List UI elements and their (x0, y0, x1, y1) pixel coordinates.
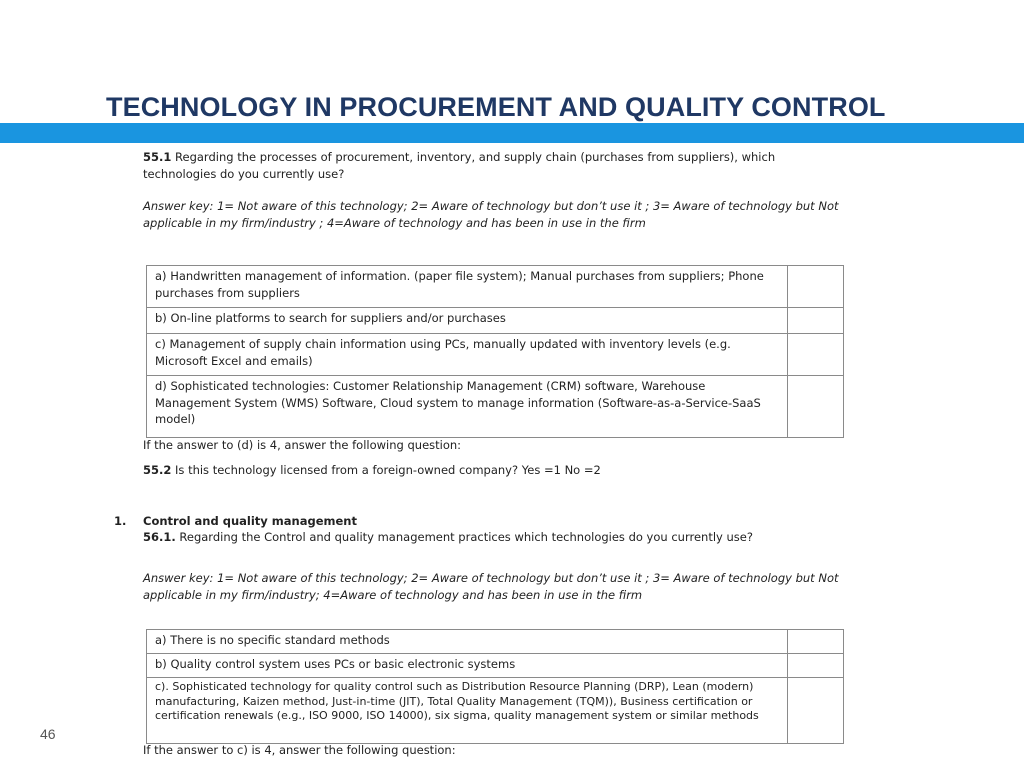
section-title: Control and quality management (143, 514, 357, 528)
table-row (147, 308, 844, 334)
section-number: 1. (114, 514, 127, 528)
option-text: d) Sophisticated technologies: Customer Relationship Management (CRM) software, Warehouse Management System (WMS) Software, Cloud system to manage information (Software-as-a-Service-SaaS model) (147, 376, 788, 438)
title-accent-bar (0, 123, 1024, 143)
quality-technology-table (146, 629, 844, 744)
answer-cell[interactable] (788, 630, 844, 654)
answer-cell[interactable] (788, 678, 844, 744)
question-number: 55.1 (143, 150, 172, 164)
page-number: 46 (40, 726, 56, 742)
option-text: a) There is no specific standard methods (147, 630, 788, 654)
answer-cell[interactable] (788, 334, 844, 376)
answer-cell[interactable] (788, 308, 844, 334)
question-55-1 (143, 149, 833, 182)
table-row (147, 266, 844, 308)
question-text: Is this technology licensed from a foreign-owned company? Yes =1 No =2 (171, 463, 601, 477)
table-row (147, 376, 844, 438)
answer-key: Answer key: 1= Not aware of this technology; 2= Aware of technology but don’t use it ; 3= Aware of technology but Not applicable in my firm/industry ; 4=Aware of technology and has been in use in the firm (143, 199, 839, 230)
table-row (147, 678, 844, 744)
question-56-1 (143, 529, 877, 546)
table-row (147, 654, 844, 678)
option-text: c). Sophisticated technology for quality control such as Distribution Resource Planning (DRP), Lean (modern) manufacturing, Kaizen method, Just-in-time (JIT), Total Quality Management (TQM)), Business certification or certification renewals (e.g., ISO 9000, ISO 14000), six sigma, quality management system or similar methods (147, 678, 788, 744)
answer-cell[interactable] (788, 654, 844, 678)
answer-key: Answer key: 1= Not aware of this technology; 2= Aware of technology but don’t use it ; 3= Aware of technology but Not applicable in my firm/industry; 4=Aware of technology and has been in use in the firm (143, 571, 839, 602)
slide-title: TECHNOLOGY IN PROCUREMENT AND QUALITY CONTROL (106, 92, 886, 122)
procurement-technology-table (146, 265, 844, 438)
question-text: Regarding the Control and quality management practices which technologies do you currently use? (175, 530, 753, 544)
answer-cell[interactable] (788, 266, 844, 308)
table-row (147, 334, 844, 376)
conditional-instruction: If the answer to c) is 4, answer the following question: (143, 743, 456, 757)
option-text: b) Quality control system uses PCs or basic electronic systems (147, 654, 788, 678)
question-55-2 (143, 462, 601, 479)
table-row (147, 630, 844, 654)
option-text: c) Management of supply chain information using PCs, manually updated with inventory levels (e.g. Microsoft Excel and emails) (147, 334, 788, 376)
answer-cell[interactable] (788, 376, 844, 438)
conditional-instruction: If the answer to (d) is 4, answer the following question: (143, 438, 462, 452)
option-text: a) Handwritten management of information. (paper file system); Manual purchases from suppliers; Phone purchases from suppliers (147, 266, 788, 308)
option-text: b) On-line platforms to search for suppliers and/or purchases (147, 308, 788, 334)
question-number: 55.2 (143, 463, 172, 477)
question-number: 56.1. (143, 530, 176, 544)
question-text: Regarding the processes of procurement, inventory, and supply chain (purchases from suppliers), which technologies do you currently use? (143, 150, 776, 181)
